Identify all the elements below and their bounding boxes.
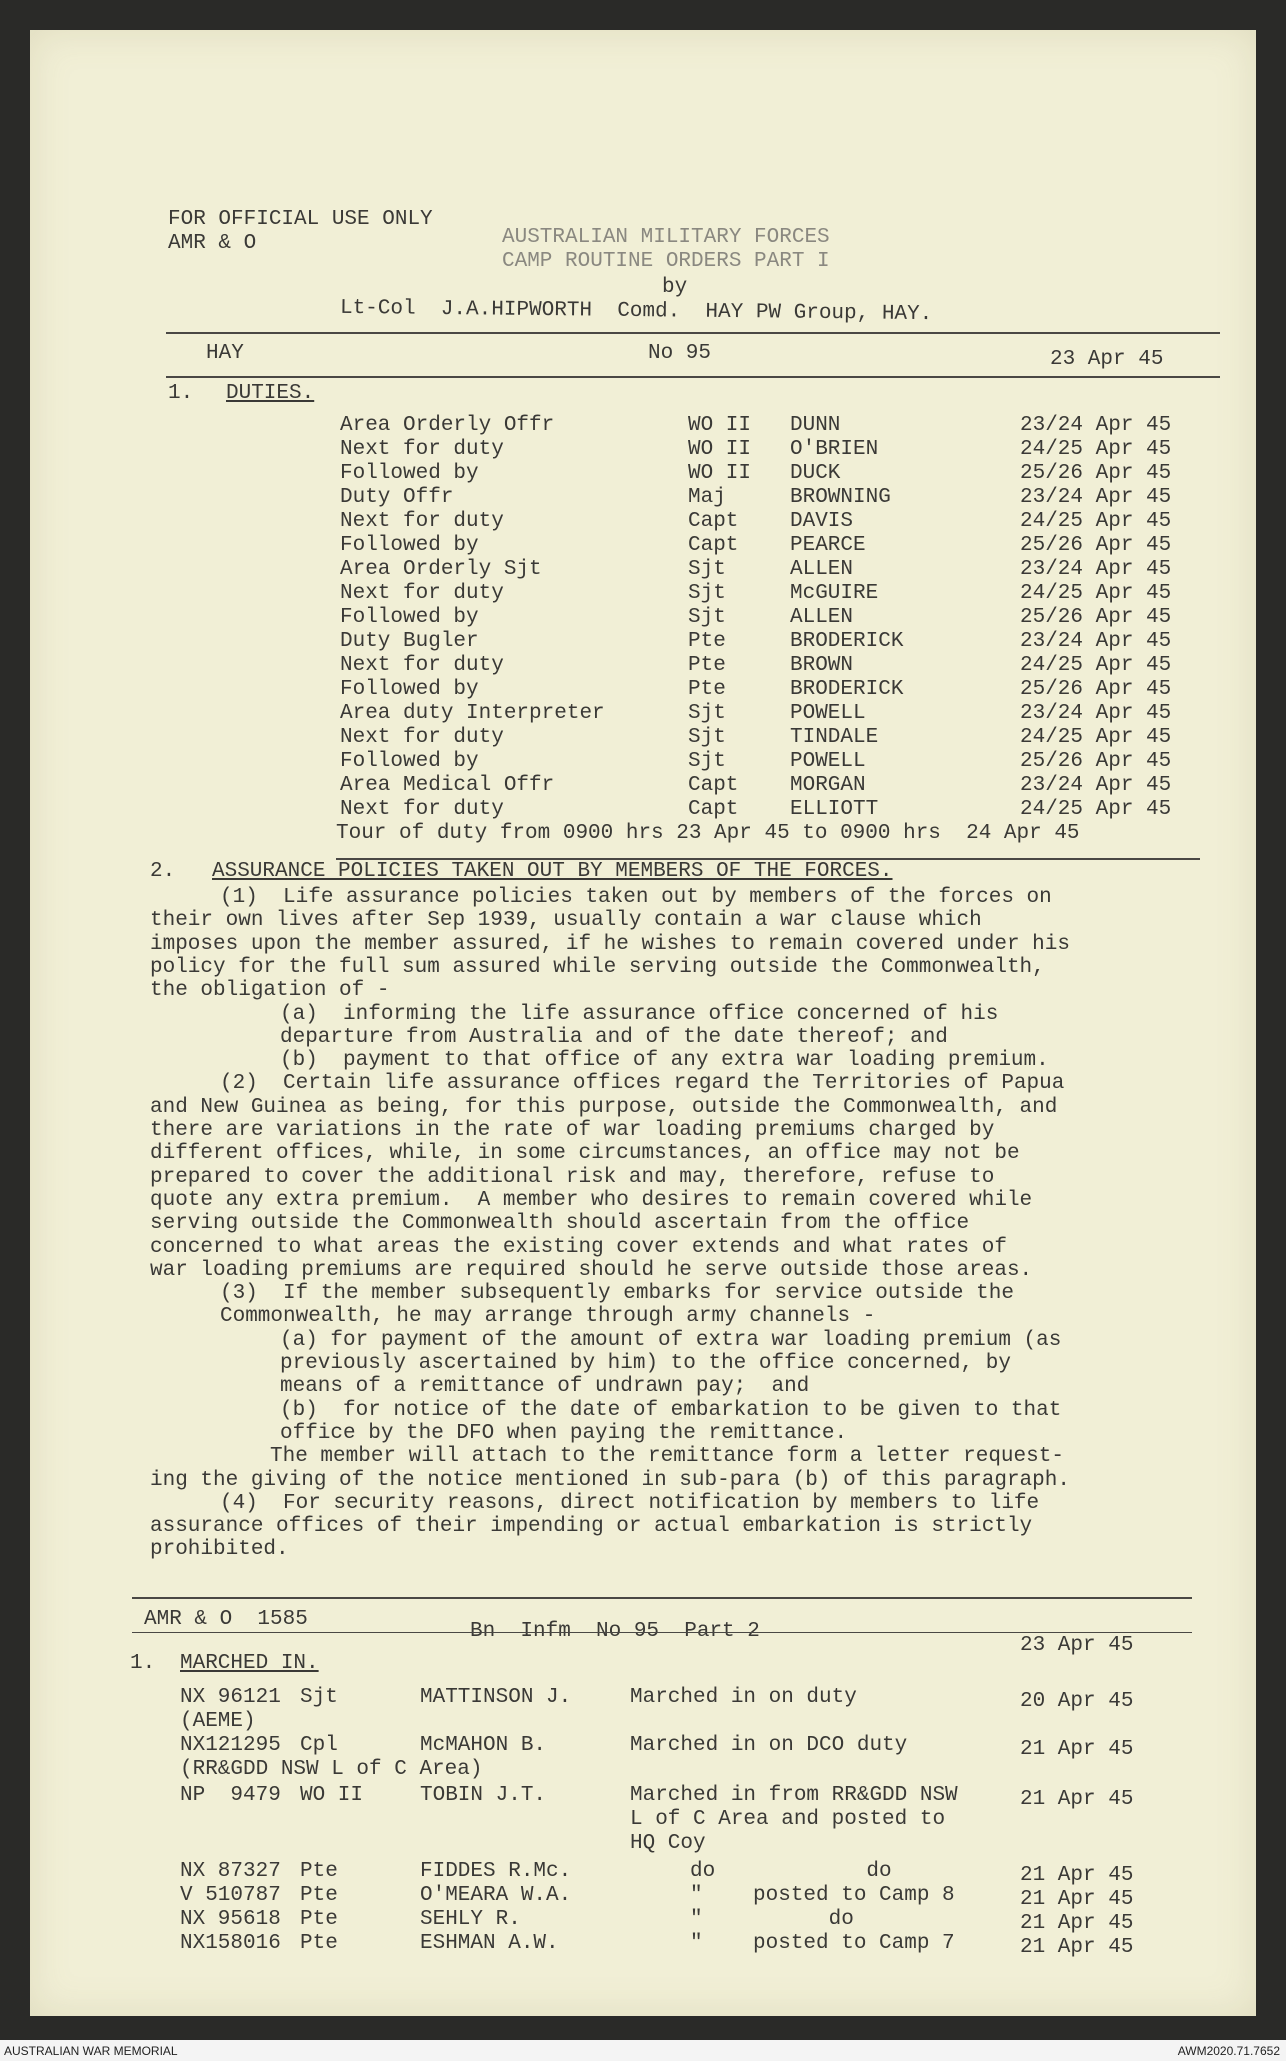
service-number: NX 96121 <box>180 1686 281 1709</box>
duty-rank: Sjt <box>688 558 726 581</box>
duty-rank: Sjt <box>688 702 726 725</box>
duty-person: ALLEN <box>790 558 854 581</box>
order-number: No 95 <box>648 342 712 365</box>
duty-rank: Capt <box>688 774 739 797</box>
assurance-line: concerned to what areas the existing cover extends and what rates of <box>150 1235 1007 1259</box>
duty-row <box>30 678 1256 702</box>
duty-rank: Sjt <box>688 726 726 749</box>
duty-row <box>30 414 1256 438</box>
assurance-line: there are variations in the rate of war loading premiums charged by <box>150 1119 995 1142</box>
assurance-line: prohibited. <box>150 1538 289 1562</box>
service-number: NX 87327 <box>180 1860 281 1883</box>
document-page <box>30 30 1256 2016</box>
duty-date: 25/26 Apr 45 <box>1020 606 1172 629</box>
duty-person: BROWN <box>790 654 854 677</box>
entry-name: SEHLY R. <box>420 1908 521 1931</box>
duty-person: PEARCE <box>790 534 866 557</box>
duty-date: 23/24 Apr 45 <box>1020 774 1172 797</box>
assurance-line: different offices, while, in some circumstances, an office may not be <box>150 1142 1020 1166</box>
duty-date: 23/24 Apr 45 <box>1020 414 1172 437</box>
duty-person: DAVIS <box>790 510 854 533</box>
place-label: HAY <box>206 342 244 365</box>
entry-rank: Pte <box>300 1908 338 1931</box>
assurance-line: serving outside the Commonwealth should ascertain from the office <box>150 1212 970 1236</box>
duty-rank: Maj <box>688 486 726 509</box>
duty-date: 23/24 Apr 45 <box>1020 702 1172 725</box>
assurance-line: the obligation of - <box>150 979 390 1003</box>
assurance-line: departure from Australia and of the date thereof; and <box>280 1025 948 1049</box>
duty-date: 24/25 Apr 45 <box>1020 438 1172 461</box>
entry-rank: Cpl <box>300 1734 338 1757</box>
duty-date: 25/26 Apr 45 <box>1020 750 1172 773</box>
assurance-line: ing the giving of the notice mentioned in sub-para (b) of this paragraph. <box>150 1468 1070 1492</box>
duty-name: Duty Offr <box>340 486 454 509</box>
duty-row <box>30 438 1256 462</box>
duty-person: DUCK <box>790 462 841 485</box>
entry-remarks: " do <box>690 1908 854 1931</box>
duty-rank: Pte <box>688 654 726 677</box>
duty-row <box>30 774 1256 798</box>
assurance-line: prepared to cover the additional risk and may, therefore, refuse to <box>150 1165 995 1189</box>
duty-name: Followed by <box>340 606 479 629</box>
duty-date: 24/25 Apr 45 <box>1020 726 1172 749</box>
tour-of-duty: Tour of duty from 0900 hrs 23 Apr 45 to 0900 hrs 24 Apr 45 <box>336 822 1080 845</box>
entry-remarks: do do <box>690 1860 892 1883</box>
entry-name: TOBIN J.T. <box>420 1784 547 1807</box>
commander-line: Lt-Col J.A.HIPWORTH Comd. HAY PW Group, HAY. <box>339 296 933 327</box>
entry-remarks: Marched in from RR&GDD NSW L of C Area and posted to HQ Coy <box>630 1784 958 1855</box>
duties-heading: DUTIES. <box>226 382 315 405</box>
duty-date: 23/24 Apr 45 <box>1020 630 1172 653</box>
part2-date: 23 Apr 45 <box>1020 1634 1134 1657</box>
duty-name: Followed by <box>340 534 479 557</box>
duty-row <box>30 486 1256 510</box>
assurance-line: war loading premiums are required should he serve outside those areas. <box>150 1258 1033 1282</box>
part2-title: Bn Infm No 95 Part 2 <box>470 1620 760 1643</box>
duty-name: Next for duty <box>340 510 504 533</box>
service-number: V 510787 <box>180 1884 281 1907</box>
duty-name: Area Medical Offr <box>340 774 555 797</box>
entry-remarks: " posted to Camp 7 <box>690 1932 955 1955</box>
duty-person: MORGAN <box>790 774 866 797</box>
duty-rank: WO II <box>688 462 752 485</box>
duty-date: 23/24 Apr 45 <box>1020 486 1172 509</box>
footer-id: AWM2020.71.7652 <box>1177 2044 1280 2058</box>
assurance-line: their own lives after Sep 1939, usually contain a war clause which <box>150 909 982 933</box>
assurance-line: The member will attach to the remittance form a letter request- <box>270 1445 1064 1469</box>
duty-name: Next for duty <box>340 654 504 677</box>
assurance-line: means of a remittance of undrawn pay; and <box>280 1375 810 1399</box>
assurance-line: (b) payment to that office of any extra war loading premium. <box>280 1049 1049 1073</box>
assurance-line: assurance offices of their impending or actual embarkation is strictly <box>150 1515 1033 1539</box>
assurance-number: 2. <box>150 860 176 883</box>
duty-date: 24/25 Apr 45 <box>1020 510 1172 533</box>
footer-bar <box>0 2040 1286 2061</box>
order-title-line1: AUSTRALIAN MILITARY FORCES <box>502 226 830 249</box>
duty-row <box>30 462 1256 486</box>
duty-rank: WO II <box>688 438 752 461</box>
duty-row <box>30 630 1256 654</box>
entry-remarks: Marched in on duty <box>630 1686 857 1709</box>
duty-row <box>30 510 1256 534</box>
assurance-line: imposes upon the member assured, if he wishes to remain covered under his <box>150 932 1070 956</box>
duty-rank: Pte <box>688 630 726 653</box>
assurance-line: (2) Certain life assurance offices regard the Territories of Papua <box>220 1072 1065 1096</box>
by-label: by <box>662 276 688 299</box>
duty-row <box>30 606 1256 630</box>
entry-date: 21 Apr 45 <box>1020 1936 1134 1959</box>
duty-person: BROWNING <box>790 486 891 509</box>
service-number: NP 9479 <box>180 1784 281 1807</box>
duty-name: Area Orderly Offr <box>340 414 555 437</box>
entry-date: 21 Apr 45 <box>1020 1888 1134 1911</box>
part2-rule-top <box>132 1597 1192 1599</box>
entry-date: 20 Apr 45 <box>1020 1690 1134 1713</box>
entry-unit: (AEME) <box>180 1710 256 1733</box>
duty-person: DUNN <box>790 414 841 437</box>
duty-date: 24/25 Apr 45 <box>1020 798 1172 821</box>
duty-rank: Sjt <box>688 750 726 773</box>
duty-person: McGUIRE <box>790 582 879 605</box>
duty-name: Followed by <box>340 750 479 773</box>
order-date: 23 Apr 45 <box>1050 348 1164 371</box>
duty-rank: Capt <box>688 510 739 533</box>
duty-date: 24/25 Apr 45 <box>1020 654 1172 677</box>
duty-name: Next for duty <box>340 798 504 821</box>
duty-row <box>30 750 1256 774</box>
assurance-line: (b) for notice of the date of embarkation to be given to that <box>280 1398 1062 1422</box>
duty-row <box>30 654 1256 678</box>
assurance-line: quote any extra premium. A member who desires to remain covered while <box>150 1188 1033 1212</box>
order-title-line2: CAMP ROUTINE ORDERS PART I <box>502 250 830 273</box>
duties-number: 1. <box>168 382 194 405</box>
duty-name: Followed by <box>340 462 479 485</box>
entry-name: MATTINSON J. <box>420 1686 572 1709</box>
duty-date: 23/24 Apr 45 <box>1020 558 1172 581</box>
duty-name: Area duty Interpreter <box>340 702 605 725</box>
assurance-line: (a) for payment of the amount of extra war loading premium (as <box>280 1328 1062 1352</box>
entry-rank: Pte <box>300 1884 338 1907</box>
assurance-line: previously ascertained by him) to the office concerned, by <box>280 1352 1011 1375</box>
duty-name: Next for duty <box>340 726 504 749</box>
duty-row <box>30 558 1256 582</box>
entry-rank: Pte <box>300 1932 338 1955</box>
duty-person: POWELL <box>790 750 866 773</box>
duty-name: Area Orderly Sjt <box>340 558 542 581</box>
duty-rank: Capt <box>688 798 739 821</box>
duty-row <box>30 798 1256 822</box>
assurance-line: and New Guinea as being, for this purpose, outside the Commonwealth, and <box>150 1095 1058 1119</box>
duty-person: BRODERICK <box>790 678 904 701</box>
entry-name: ESHMAN A.W. <box>420 1932 559 1955</box>
duty-rank: Sjt <box>688 606 726 629</box>
entry-date: 21 Apr 45 <box>1020 1788 1134 1811</box>
duty-rank: WO II <box>688 414 752 437</box>
duty-person: ELLIOTT <box>790 798 879 821</box>
duty-name: Next for duty <box>340 438 504 461</box>
header-rule-bottom <box>166 376 1220 378</box>
assurance-line: (a) informing the life assurance office concerned of his <box>280 1002 999 1026</box>
entry-rank: Pte <box>300 1860 338 1883</box>
service-number: NX158016 <box>180 1932 281 1955</box>
entry-name: FIDDES R.Mc. <box>420 1860 572 1883</box>
duty-rank: Pte <box>688 678 726 701</box>
duty-date: 24/25 Apr 45 <box>1020 582 1172 605</box>
assurance-line: (3) If the member subsequently embarks for service outside the <box>220 1282 1014 1306</box>
duty-person: BRODERICK <box>790 630 904 653</box>
entry-rank: WO II <box>300 1784 364 1807</box>
entry-date: 21 Apr 45 <box>1020 1864 1134 1887</box>
entry-rank: Sjt <box>300 1686 338 1709</box>
service-number: NX 95618 <box>180 1908 281 1931</box>
marched-in-heading: MARCHED IN. <box>180 1652 319 1675</box>
entry-date: 21 Apr 45 <box>1020 1912 1134 1935</box>
duty-row <box>30 702 1256 726</box>
footer-source: AUSTRALIAN WAR MEMORIAL <box>4 2044 178 2058</box>
duty-person: POWELL <box>790 702 866 725</box>
service-number: NX121295 <box>180 1734 281 1757</box>
entry-date: 21 Apr 45 <box>1020 1738 1134 1761</box>
duty-date: 25/26 Apr 45 <box>1020 534 1172 557</box>
duty-rank: Capt <box>688 534 739 557</box>
duty-row <box>30 726 1256 750</box>
assurance-line: (1) Life assurance policies taken out by members of the forces on <box>220 886 1052 909</box>
duty-row <box>30 582 1256 606</box>
entry-remarks: Marched in on DCO duty <box>630 1734 908 1757</box>
duty-rank: Sjt <box>688 582 726 605</box>
entry-unit: (RR&GDD NSW L of C Area) <box>180 1758 483 1781</box>
part2-rule-bottom <box>132 1632 1192 1633</box>
marched-in-number: 1. <box>130 1652 156 1675</box>
classification-label: FOR OFFICIAL USE ONLY <box>168 208 433 231</box>
assurance-line: (4) For security reasons, direct notification by members to life <box>220 1491 1040 1515</box>
assurance-heading: ASSURANCE POLICIES TAKEN OUT BY MEMBERS OF THE FORCES. <box>212 860 893 883</box>
duty-row <box>30 534 1256 558</box>
entry-remarks: " posted to Camp 8 <box>690 1884 955 1907</box>
ref-label: AMR & O <box>168 232 257 255</box>
assurance-line: office by the DFO when paying the remittance. <box>280 1421 848 1445</box>
duty-name: Next for duty <box>340 582 504 605</box>
duty-date: 25/26 Apr 45 <box>1020 462 1172 485</box>
duty-person: ALLEN <box>790 606 854 629</box>
duty-person: TINDALE <box>790 726 879 749</box>
entry-name: McMAHON B. <box>420 1734 547 1757</box>
entry-name: O'MEARA W.A. <box>420 1884 572 1907</box>
header-rule-top <box>166 332 1220 334</box>
part2-ref: AMR & O 1585 <box>144 1608 308 1631</box>
assurance-line: policy for the full sum assured while serving outside the Commonwealth, <box>150 955 1045 979</box>
duty-date: 25/26 Apr 45 <box>1020 678 1172 701</box>
duty-name: Followed by <box>340 678 479 701</box>
duty-person: O'BRIEN <box>790 438 879 461</box>
assurance-line: Commonwealth, he may arrange through army channels - <box>220 1305 876 1329</box>
duty-name: Duty Bugler <box>340 630 479 653</box>
